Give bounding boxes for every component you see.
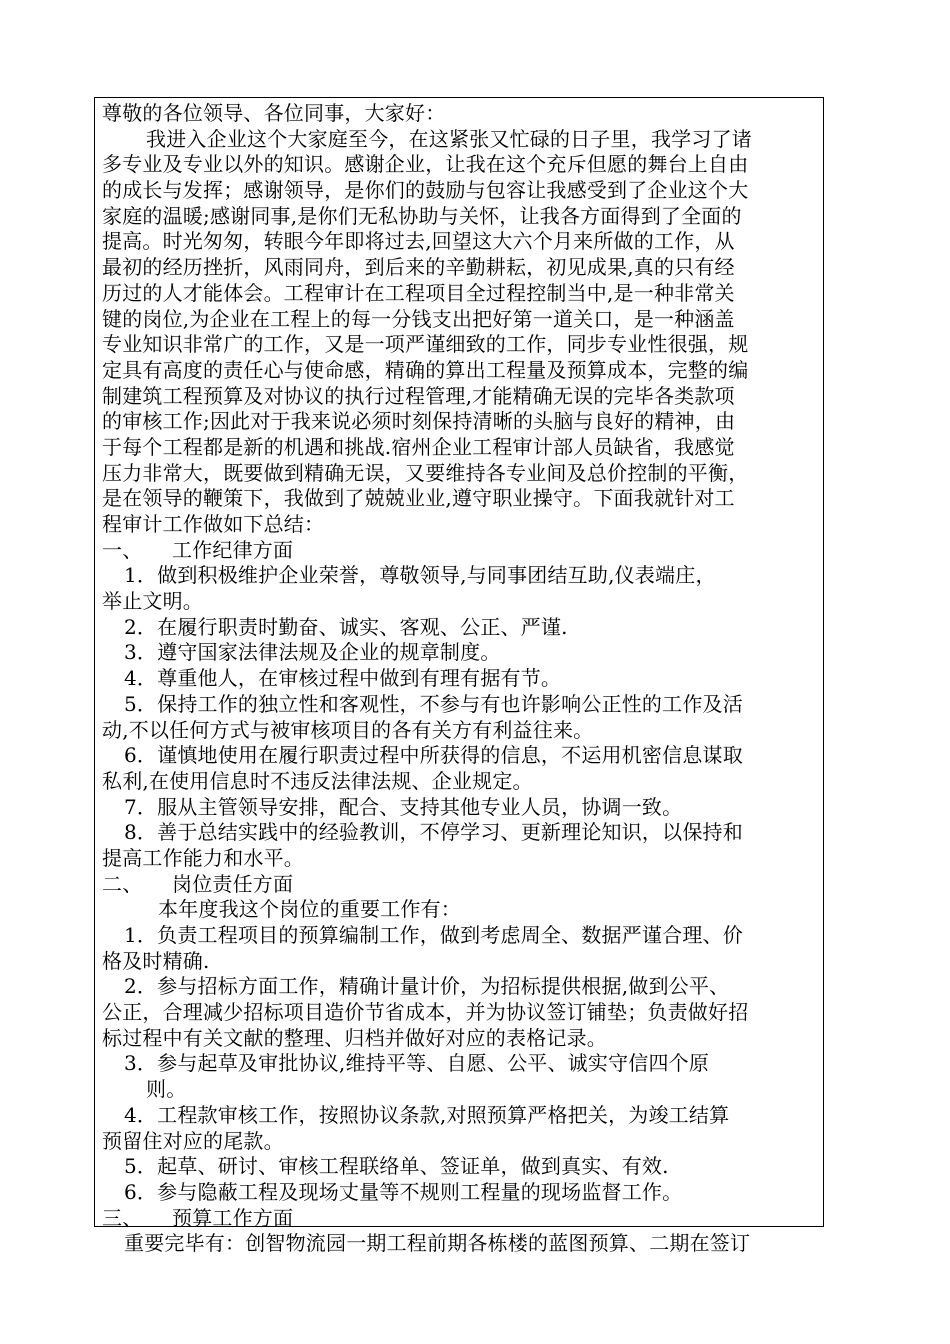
text-line: 公正，合理减少招标项目造价节省成本，并为协议签订铺垫；负责做好招 — [102, 1000, 749, 1025]
text-line: 定具有高度的责任心与使命感，精确的算出工程量及预算成本，完整的编 — [102, 357, 749, 382]
text-line: 压力非常大，既要做到精确无误，又要维持各专业间及总价控制的平衡， — [102, 460, 749, 485]
text-line: 7．服从主管领导安排，配合、支持其他专业人员，协调一致。 — [124, 794, 683, 819]
text-line: 提高工作能力和水平。 — [102, 845, 304, 870]
text-line: 8．善于总结实践中的经验教训，不停学习、更新理论知识，以保持和 — [124, 820, 743, 845]
text-line: 则。 — [146, 1077, 187, 1102]
text-line: 是在领导的鞭策下，我做到了兢兢业业,遵守职业操守。下面我就针对工 — [102, 486, 735, 511]
text-line: 1．负责工程项目的预算编制工作，做到考虑周全、数据严谨合理、价 — [124, 923, 743, 947]
text-line: 格及时精确. — [102, 948, 210, 973]
text-line: 6．谨慎地使用在履行职责过程中所获得的信息，不运用机密信息谋取 — [124, 743, 743, 768]
text-line: 3．参与起草及审批协议,维持平等、自愿、公平、诚实守信四个原 — [124, 1051, 710, 1076]
section-title: 岗位责任方面 — [172, 871, 294, 896]
text-line: 的审核工作;因此对于我来说必须时刻保持清晰的头脑与良好的精神，由 — [102, 409, 736, 434]
text-line: 我进入企业这个大家庭至今，在这紧张又忙碌的日子里，我学习了诸 — [146, 126, 752, 151]
text-line: 6．参与隐蔽工程及现场丈量等不规则工程量的现场监督工作。 — [124, 1179, 683, 1204]
text-line: 3．遵守国家法律法规及企业的规章制度。 — [124, 640, 501, 665]
text-line: 历过的人才能体会。工程审计在工程项目全过程控制当中,是一种非常关 — [102, 280, 735, 305]
document-frame — [94, 97, 824, 1256]
text-line: 多专业及专业以外的知识。感谢企业，让我在这个充斥但愿的舞台上自由 — [102, 152, 749, 177]
text-line: 专业知识非常广的工作，又是一项严谨细致的工作，同步专业性很强，规 — [102, 332, 749, 357]
text-line: 的成长与发挥；感谢领导，是你们的鼓励与包容让我感受到了企业这个大 — [102, 178, 749, 203]
section-heading — [102, 538, 820, 564]
text-line: 动,不以任何方式与被审核项目的各有关方有利益往来。 — [102, 717, 594, 742]
section-number: 二、 — [102, 871, 143, 896]
section-heading — [102, 872, 820, 898]
text-line: 本年度我这个岗位的重要工作有： — [158, 897, 461, 922]
text-line: 4．工程款审核工作，按照协议条款,对照预算严格把关，为竣工结算 — [124, 1102, 730, 1127]
text-line: 5．起草、研讨、审核工程联络单、签证单，做到真实、有效. — [124, 1154, 669, 1179]
text-line: 4．尊重他人，在审核过程中做到有理有据有节。 — [124, 666, 562, 691]
text-line: 预留住对应的尾款。 — [102, 1128, 284, 1153]
section-heading — [102, 1206, 820, 1232]
text-line: 2．在履行职责时勤奋、诚实、客观、公正、严谨. — [124, 614, 568, 639]
text-line: 家庭的温暖;感谢同事,是你们无私协助与关怀，让我各方面得到了全面的 — [102, 203, 742, 228]
section-number: 三、 — [102, 1205, 143, 1230]
text-line: 5．保持工作的独立性和客观性，不参与有也许影响公正性的工作及活 — [124, 691, 743, 716]
text-line: 最初的经历挫折，风雨同舟，到后来的辛勤耕耘，初见成果,真的只有经 — [102, 255, 735, 280]
text-line: 标过程中有关文献的整理、归档并做好对应的表格记录。 — [102, 1025, 607, 1050]
text-line: 重要完毕有：创智物流园一期工程前期各栋楼的蓝图预算、二期在签订 — [124, 1231, 751, 1256]
text-line: 于每个工程都是新的机遇和挑战.宿州企业工程审计部人员缺省，我感觉 — [102, 434, 735, 459]
section-title: 预算工作方面 — [172, 1205, 294, 1230]
text-line: 2．参与招标方面工作，精确计量计价，为招标提供根据,做到公平、 — [124, 974, 730, 999]
section-title: 工作纪律方面 — [172, 537, 294, 562]
document-body — [102, 101, 820, 1257]
text-line: 键的岗位,为企业在工程上的每一分钱支出把好第一道关口，是一种涵盖 — [102, 306, 735, 331]
text-line: 举止文明。 — [102, 589, 203, 614]
text-line: 私利,在使用信息时不违反法律法规、企业规定。 — [102, 768, 533, 793]
text-line: 1．做到积极维护企业荣誉，尊敬领导,与同事团结互助,仪表端庄， — [124, 563, 716, 588]
section-number: 一、 — [102, 537, 143, 562]
text-line: 制建筑工程预算及对协议的执行过程管理,才能精确无误的完毕各类款项 — [102, 383, 735, 408]
text-line: 提高。时光匆匆，转眼今年即将过去,回望这大六个月来所做的工作，从 — [102, 229, 735, 254]
text-line: 尊敬的各位领导、各位同事，大家好： — [102, 101, 446, 125]
text-line: 程审计工作做如下总结： — [102, 512, 325, 536]
